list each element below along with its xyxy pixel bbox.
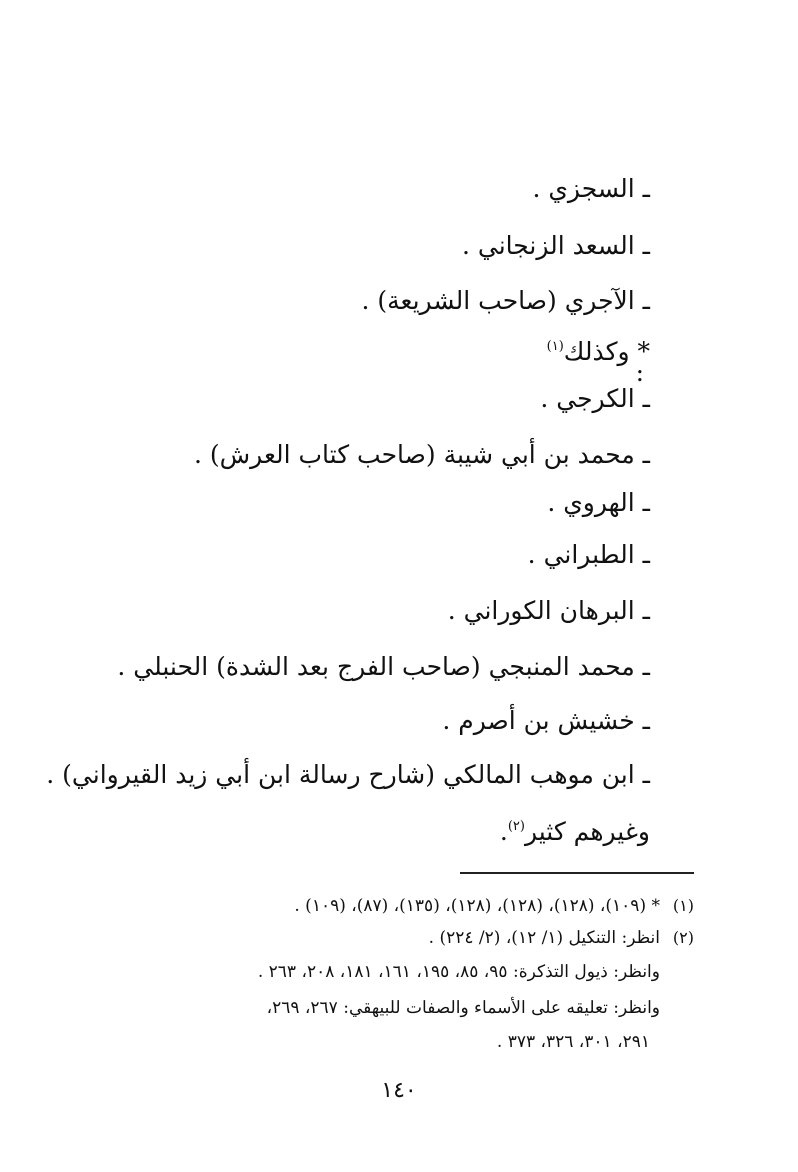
body-line: ـ خشيش بن أصرم . (442, 706, 650, 735)
footnote-text: ٢٩١، ٣٠١، ٣٢٦، ٣٧٣ . (496, 1032, 650, 1052)
footnote-text: وانظر: ذيول التذكرة: ٩٥، ٨٥، ١٩٥، ١٦١، ١٨١، ٢٠٨، ٢٦٣ . (257, 962, 660, 982)
page-number: ١٤٠ (381, 1078, 417, 1103)
footnote-marker: (٢) (507, 819, 525, 834)
body-line: ـ ابن موهب المالكي (شارح رسالة ابن أبي زيد القيرواني) . (46, 760, 650, 789)
footnote-marker: (١) (546, 339, 564, 354)
body-text: . (499, 817, 508, 846)
body-line: ـ محمد بن أبي شيبة (صاحب كتاب العرش) . (193, 440, 650, 469)
body-line: : (635, 358, 644, 387)
body-line: ـ السعد الزنجاني . (461, 231, 650, 260)
footnote-text: وانظر: تعليقه على الأسماء والصفات للبيهقي: ٢٦٧، ٢٦٩، (266, 998, 660, 1018)
body-line-with-footnote (547, 330, 650, 369)
body-line: ـ محمد المنبجي (صاحب الفرج بعد الشدة) الحنبلي . (117, 652, 650, 681)
body-line: ـ البرهان الكوراني . (447, 596, 650, 625)
body-line: ـ الآجري (صاحب الشريعة) . (361, 286, 650, 315)
footnote-number: (١) (672, 896, 694, 915)
body-line: ـ الطبراني . (527, 540, 650, 569)
body-line: ـ الهروي . (547, 488, 650, 517)
body-text: * وكذلك (563, 337, 650, 366)
footnote-text: انظر: التنكيل (١/ ١٢)، (٢/ ٢٢٤) . (428, 928, 660, 948)
body-line: ـ السجزي . (532, 174, 650, 203)
footnote-separator (460, 872, 694, 874)
body-line: ـ الكرجي . (540, 384, 650, 413)
footnote-text: * (١٠٩)، (١٢٨)، (١٢٨)، (١٢٨)، (١٣٥)، (٨٧)، (١٠٩) . (294, 896, 660, 916)
footnote-number: (٢) (672, 928, 694, 947)
body-text: وغيرهم كثير (524, 817, 650, 846)
body-line-with-footnote (500, 810, 650, 849)
